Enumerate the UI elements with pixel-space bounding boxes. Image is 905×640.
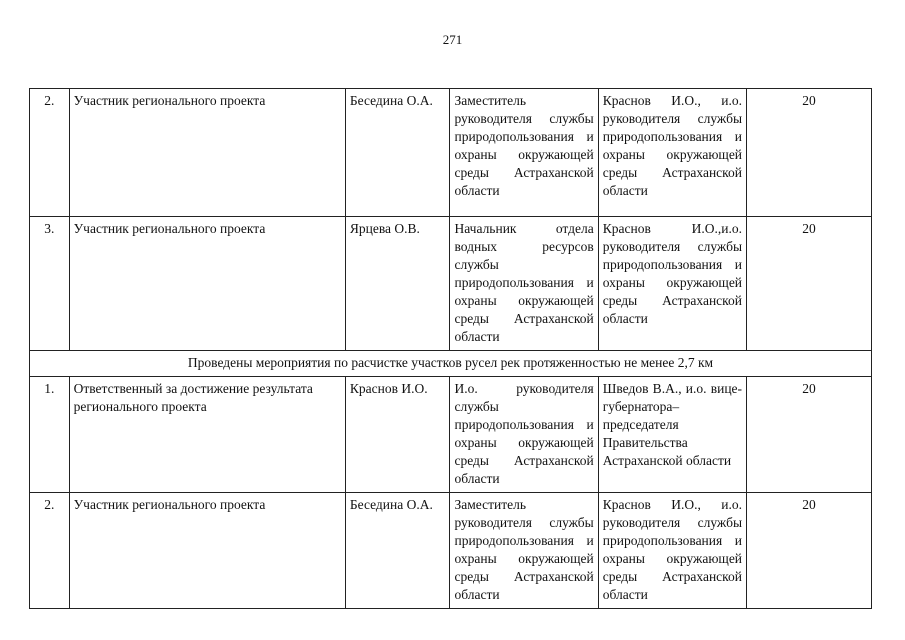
table-row <box>30 493 872 609</box>
row-name: Беседина О.А. <box>345 89 450 217</box>
row-name: Ярцева О.В. <box>345 217 450 351</box>
row-supervisor: Краснов И.О., и.о. руководителя службы природопользования и охраны окружающей среды Астраханской области <box>598 89 746 217</box>
row-supervisor: Краснов И.О., и.о. руководителя службы природопользования и охраны окружающей среды Астраханской области <box>598 493 746 609</box>
table-row <box>30 217 872 351</box>
row-number: 1. <box>30 377 70 493</box>
section-title: Проведены мероприятия по расчистке участков русел рек протяженностью не менее 2,7 км <box>30 351 872 377</box>
row-name: Беседина О.А. <box>345 493 450 609</box>
page-number: 271 <box>442 32 463 47</box>
row-percent: 20 <box>747 89 872 217</box>
row-percent: 20 <box>747 493 872 609</box>
row-position: Заместитель руководителя службы природопользования и охраны окружающей среды Астраханской области <box>450 493 598 609</box>
row-number: 2. <box>30 493 70 609</box>
row-role: Участник регионального проекта <box>69 493 345 609</box>
participants-table <box>29 88 872 609</box>
row-role: Участник регионального проекта <box>69 217 345 351</box>
row-supervisor: Шведов В.А., и.о. вице-губернатора– председателя Правительства Астраханской области <box>598 377 746 493</box>
row-position: И.о. руководителя службы природопользования и охраны окружающей среды Астраханской области <box>450 377 598 493</box>
row-name: Краснов И.О. <box>345 377 450 493</box>
row-number: 3. <box>30 217 70 351</box>
row-supervisor: Краснов И.О.,и.о. руководителя службы природопользования и охраны окружающей среды Астраханской области <box>598 217 746 351</box>
row-position: Начальник отдела водных ресурсов службы природопользования и охраны окружающей среды Астраханской области <box>450 217 598 351</box>
table-row <box>30 377 872 493</box>
row-role: Ответственный за достижение результата регионального проекта <box>69 377 345 493</box>
row-number: 2. <box>30 89 70 217</box>
row-percent: 20 <box>747 217 872 351</box>
table-row <box>30 89 872 217</box>
row-position: Заместитель руководителя службы природопользования и охраны окружающей среды Астраханской области <box>450 89 598 217</box>
row-role: Участник регионального проекта <box>69 89 345 217</box>
section-header-row <box>30 351 872 377</box>
row-percent: 20 <box>747 377 872 493</box>
